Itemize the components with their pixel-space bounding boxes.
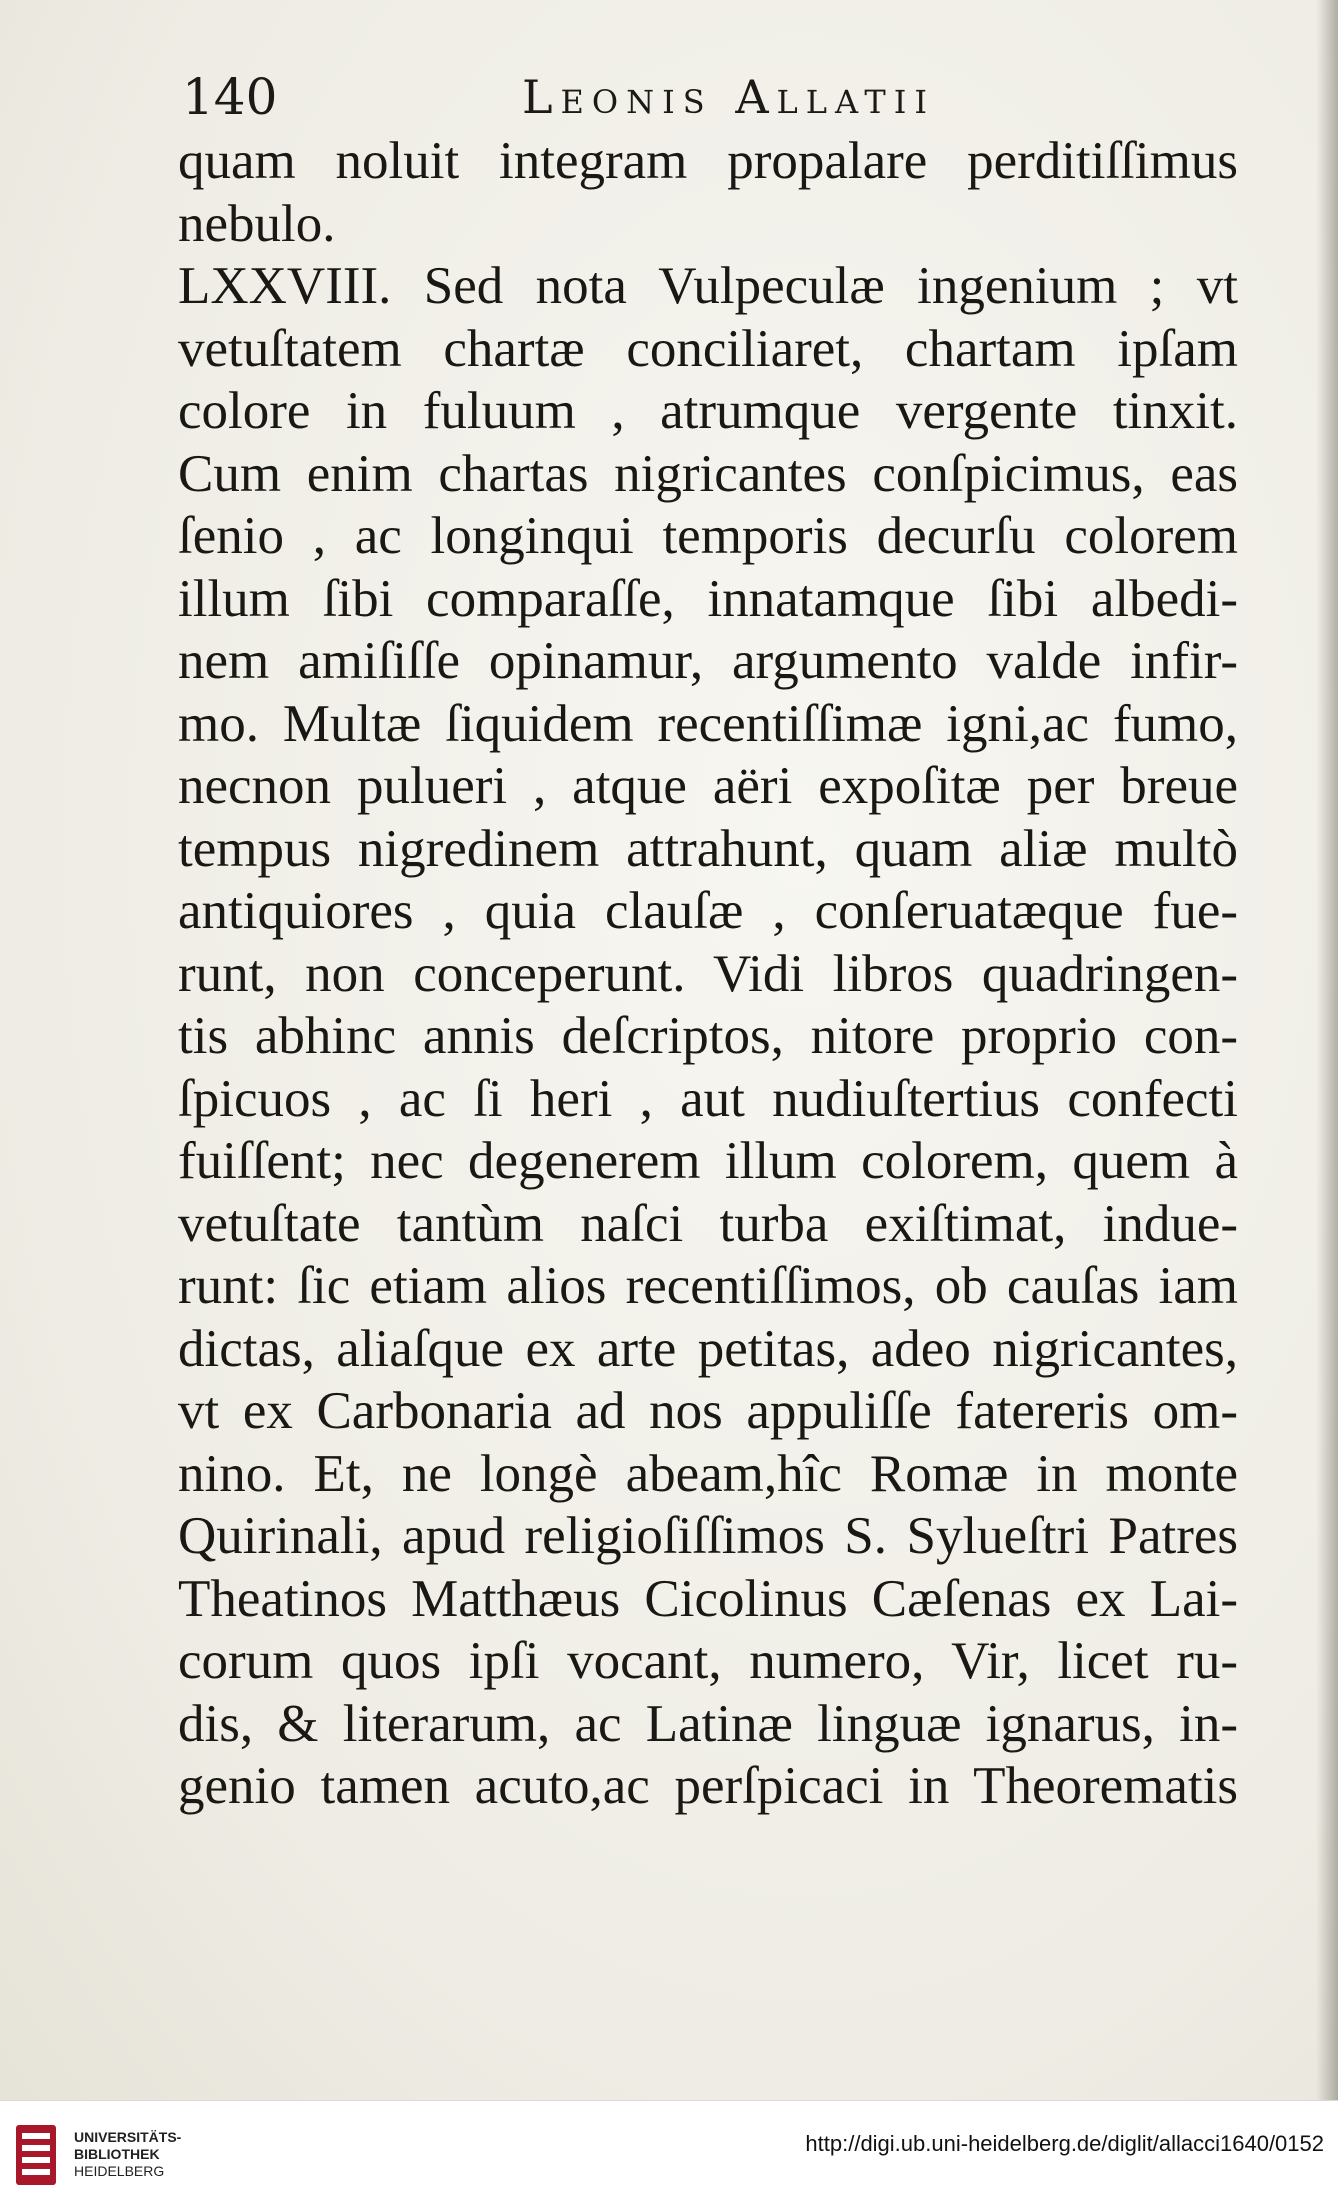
text-line: vt ex Carbonaria ad nos appuliſſe fatereris om- xyxy=(178,1382,1238,1440)
library-name-line2: BIBLIOTHEK xyxy=(74,2146,160,2162)
text-line: dictas, aliaſque ex arte petitas, adeo nigricantes, xyxy=(178,1319,1238,1378)
running-title: Leonis Allatii xyxy=(522,70,936,124)
university-seal-icon xyxy=(14,2123,58,2187)
text-line: dis, & literarum, ac Latinæ linguæ ignarus, in- xyxy=(178,1694,1238,1753)
text-line: quam noluit integram propalare perditiſſimus xyxy=(178,132,1238,190)
text-line: LXXVIII. Sed nota Vulpeculæ ingenium ; vt xyxy=(178,257,1238,315)
text-line: nebulo. xyxy=(178,194,336,253)
page-number: 140 xyxy=(182,68,278,126)
text-line: colore in fuluum , atrumque vergente tinxit. xyxy=(178,382,1238,440)
text-line: ſenio , ac longinqui temporis decurſu colorem xyxy=(178,507,1238,565)
text-line: runt, non conceperunt. Vidi libros quadringen- xyxy=(178,944,1238,1003)
library-name-line3: HEIDELBERG xyxy=(74,2163,165,2179)
body-text xyxy=(178,130,1238,1818)
text-line: nem amiſiſſe opinamur, argumento valde infir- xyxy=(178,632,1238,690)
text-line: Cum enim chartas nigricantes conſpicimus, eas xyxy=(178,444,1238,503)
text-line: illum ſibi comparaſſe, innatamque ſibi albedi- xyxy=(178,569,1238,628)
text-line: tis abhinc annis deſcriptos, nitore proprio con- xyxy=(178,1007,1238,1065)
permalink[interactable]: http://digi.ub.uni-heidelberg.de/diglit/allacci1640/0152 xyxy=(805,2131,1324,2156)
text-line: mo. Multæ ſiquidem recentiſſimæ igni,ac fumo, xyxy=(178,694,1238,753)
text-line: antiquiores , quia clauſæ , conſeruatæque fue- xyxy=(178,882,1238,940)
text-line: genio tamen acuto,ac perſpicaci in Theorematis xyxy=(178,1757,1238,1815)
text-line: corum quos ipſi vocant, numero, Vir, licet ru- xyxy=(178,1632,1238,1690)
text-line: Quirinali, apud religioſiſſimos S. Sylueſtri Patres xyxy=(178,1507,1238,1565)
text-line: nino. Et, ne longè abeam,hîc Romæ in monte xyxy=(178,1444,1238,1503)
text-line: ſpicuos , ac ſi heri , aut nudiuſtertius confecti xyxy=(178,1069,1238,1128)
text-line: runt: ſic etiam alios recentiſſimos, ob cauſas iam xyxy=(178,1257,1238,1315)
text-line: necnon pulueri , atque aëri expoſitæ per breue xyxy=(178,757,1238,815)
library-name-line1: UNIVERSITÄTS- xyxy=(74,2129,182,2145)
viewer-footer xyxy=(0,2100,1338,2208)
text-line: fuiſſent; nec degenerem illum colorem, quem à xyxy=(178,1132,1238,1190)
running-head xyxy=(182,62,1232,132)
library-name xyxy=(74,2129,181,2180)
text-line: tempus nigredinem attrahunt, quam aliæ multò xyxy=(178,819,1238,878)
text-line: vetuſtatem chartæ conciliaret, chartam ipſam xyxy=(178,319,1238,378)
text-line: Theatinos Matthæus Cicolinus Cæſenas ex Lai- xyxy=(178,1569,1238,1628)
text-line: vetuſtate tantùm naſci turba exiſtimat, indue- xyxy=(178,1194,1238,1253)
